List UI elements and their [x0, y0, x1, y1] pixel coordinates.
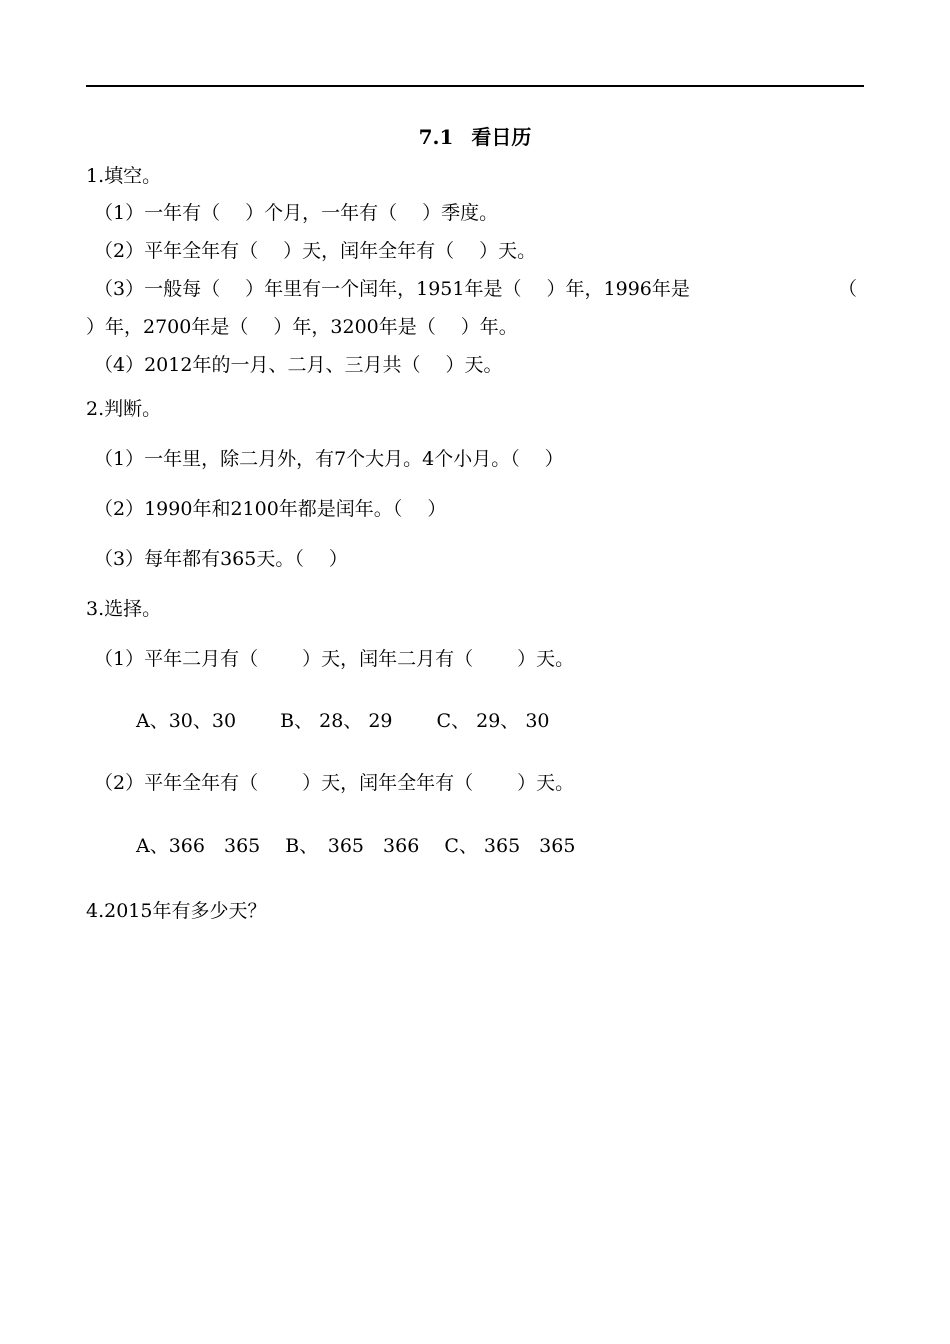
header-rule: [86, 85, 864, 87]
section1-question-3-line1: （3）一般每（ ）年里有一个闰年，1951年是（ ）年，1996年是: [94, 278, 690, 300]
section1-question-3-line2: ）年，2700年是（ ）年，3200年是（ ）年。: [86, 316, 518, 338]
section2-question-1: （1）一年里，除二月外，有7个大月。4个小月。（ ）: [94, 448, 564, 470]
section3-question-1: （1）平年二月有（ ）天，闰年二月有（ ）天。: [94, 648, 575, 670]
section1-heading: 1.填空。: [86, 165, 162, 187]
section1-question-4: （4）2012年的一月、二月、三月共（ ）天。: [94, 354, 503, 376]
section3-question-1-options: A、30、30 B、 28、 29 C、 29、 30: [136, 710, 550, 732]
section2-question-2: （2）1990年和2100年都是闰年。（ ）: [94, 498, 447, 520]
section3-question-2: （2）平年全年有（ ）天，闰年全年有（ ）天。: [94, 772, 575, 794]
section2-heading: 2.判断。: [86, 398, 162, 420]
section1-question-1: （1）一年有（ ）个月，一年有（ ）季度。: [94, 202, 499, 224]
title-text: 看日历: [471, 125, 532, 149]
section3-heading: 3.选择。: [86, 598, 162, 620]
page-title: [0, 124, 950, 150]
section3-question-2-options: A、366 365 B、 365 366 C、 365 365: [136, 835, 576, 857]
section1-question-3-paren: （: [838, 278, 858, 300]
section1-question-2: （2）平年全年有（ ）天，闰年全年有（ ）天。: [94, 240, 537, 262]
section4-heading: 4.2015年有多少天？: [86, 900, 267, 922]
title-number: 7.1: [418, 125, 454, 149]
section2-question-3: （3）每年都有365天。（ ）: [94, 548, 348, 570]
